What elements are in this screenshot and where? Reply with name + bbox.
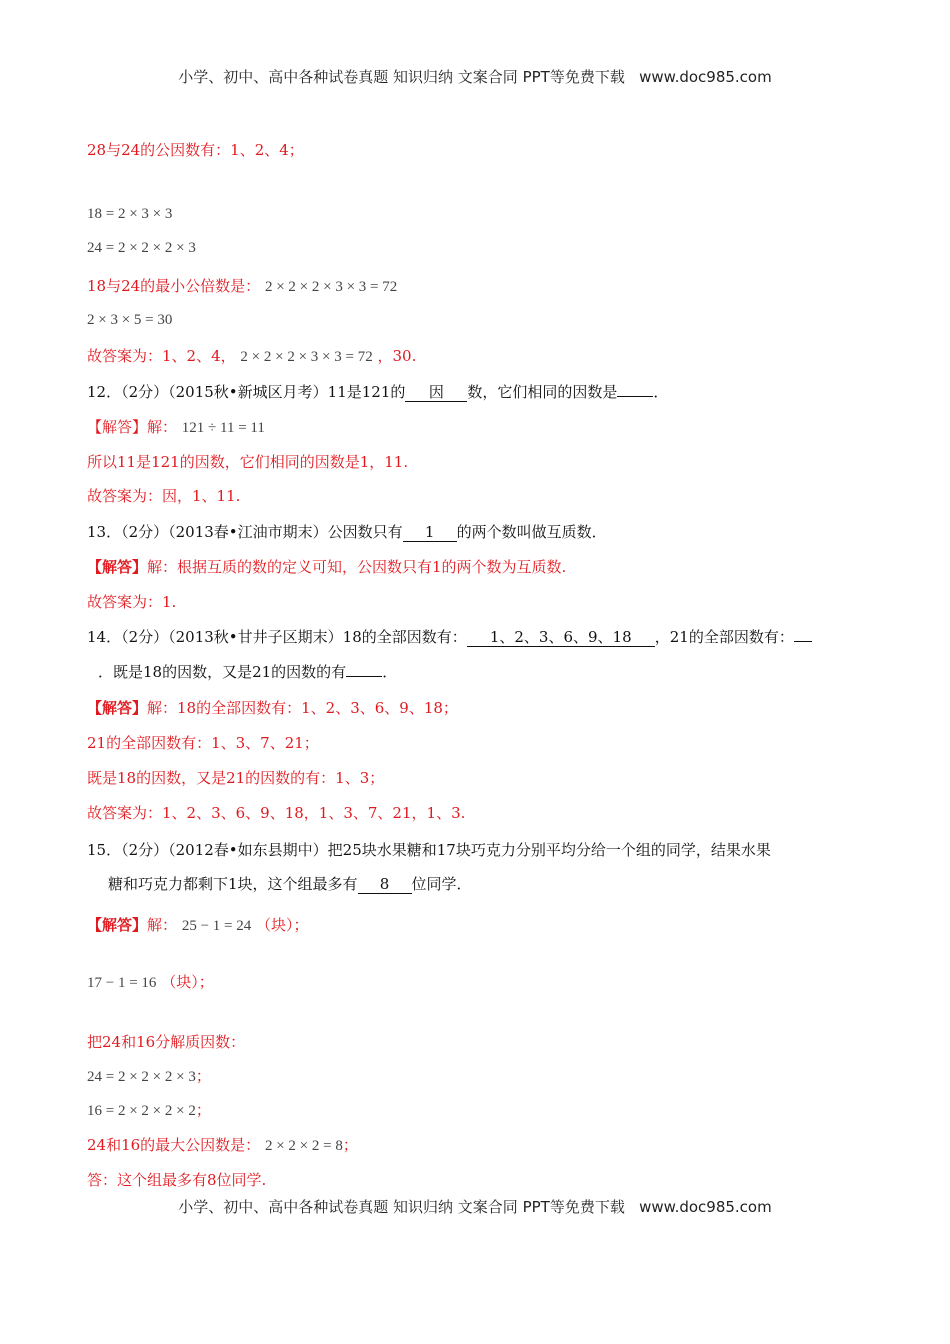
question-15-stem-line2 [108,874,472,894]
answer-suffix: ，30. [377,347,417,365]
question-15-stem-line1: 15．（2分）（2012春•如东县期中）把25块水果糖和17块巧克力分别平均分给一个组的同学，结果水果 [87,841,771,859]
stem-part: 的两个数叫做互质数． [456,523,607,541]
question-12-stem [87,382,668,402]
answer-prefix: 故答案为：1、2、4， [87,347,236,365]
solution-equation: 25 − 1 = 24 [181,918,252,934]
solution-label: 【解答】解： [87,418,178,436]
lcm-label: 18与24的最小公倍数是： [87,277,261,295]
stem-part: 位同学． [411,875,472,893]
solution-label: 【解答】 [87,699,148,717]
stem-part: ． [382,663,398,681]
solution-label: 【解答】 [87,916,148,934]
question-14-solution-3: 既是18的因数，又是21的因数的有：1、3； [87,769,385,787]
stem-part: ． [653,383,669,401]
question-14-solution-2: 21的全部因数有：1、3、7、21； [87,734,319,752]
header-site: www.doc985.com [639,68,772,86]
question-13-solution [87,557,566,577]
answer-blank: 因 [405,383,467,402]
stem-part: 13．（2分）（2013春•江油市期末）公因数只有 [87,523,403,541]
question-15-solution-2 [87,972,214,993]
solution-equation: 121 ÷ 11 = 11 [181,420,265,436]
equation-30: 2 × 3 × 5 = 30 [87,312,173,328]
footer-site: www.doc985.com [639,1198,772,1216]
solution-prefix: 解： [147,916,178,934]
stem-part: 糖和巧克力都剩下1块，这个组最多有 [108,875,358,893]
factor-label: 把24和16分解质因数： [87,1033,246,1051]
question-13-stem [87,522,607,542]
stem-part: 数，它们相同的因数是 [467,383,618,401]
answer-blank [794,641,812,642]
stem-part: 12．（2分）（2015秋•新城区月考）11是121的 [87,383,406,401]
gcd-line [87,1135,358,1156]
page-footer [0,1196,950,1217]
semicolon: ； [195,1101,211,1119]
semicolon: ； [195,1067,211,1085]
factor-24-line [87,1066,211,1087]
question-15-solution-1 [87,915,309,936]
unit-label: （块）； [256,916,309,934]
question-15-answer: 答：这个组最多有8位同学. [87,1171,267,1189]
semicolon: ； [342,1136,358,1154]
answer-blank: 1 [403,523,457,542]
lcm-line [87,276,397,297]
solution-equation: 17 − 1 = 16 [87,975,157,991]
lcm-equation: 2 × 2 × 2 × 3 × 3 = 72 [264,279,398,295]
solution-label: 【解答】 [87,558,148,576]
common-factors-line: 28与24的公因数有：1、2、4； [87,141,304,159]
factor-24-equation: 24 = 2 × 2 × 2 × 3 [87,1069,196,1085]
solution-text: 解：根据互质的数的定义可知，公因数只有1的两个数为互质数. [147,558,567,576]
question-14-answer: 故答案为：1、2、3、6、9、18，1、3、7、21，1、3. [87,804,466,822]
page-header [0,66,950,87]
solution-text: 解：18的全部因数有：1、2、3、6、9、18； [147,699,458,717]
stem-part: ．既是18的因数，又是21的因数的有 [98,663,347,681]
equation-24: 24 = 2 × 2 × 2 × 3 [87,240,196,256]
factor-16-equation: 16 = 2 × 2 × 2 × 2 [87,1103,196,1119]
stem-part: 14．（2分）（2013秋•甘井子区期末）18的全部因数有： [87,628,467,646]
question-12-answer: 故答案为：因，1、11. [87,487,241,505]
stem-part: ，21的全部因数有： [654,628,794,646]
answer-equation: 2 × 2 × 2 × 3 × 3 = 72 [240,349,373,365]
question-12-explanation: 所以11是121的因数，它们相同的因数是1，11. [87,453,409,471]
question-14-stem-line1 [87,627,812,647]
answer-blank: 8 [358,875,412,894]
answer-blank [346,676,382,677]
unit-label: （块）； [161,973,214,991]
question-12-solution [87,417,265,438]
gcd-equation: 2 × 2 × 2 = 8 [264,1138,343,1154]
question-14-solution-1 [87,698,458,718]
header-text: 小学、初中、高中各种试卷真题 知识归纳 文案合同 PPT等免费下载 [178,68,625,86]
gcd-label: 24和16的最大公因数是： [87,1136,261,1154]
answer-blank: 1、2、3、6、9、18 [467,628,655,647]
question-14-stem-line2 [98,662,397,682]
footer-text: 小学、初中、高中各种试卷真题 知识归纳 文案合同 PPT等免费下载 [178,1198,625,1216]
prev-answer-line [87,346,416,367]
factor-16-line [87,1100,211,1121]
equation-18: 18 = 2 × 3 × 3 [87,206,173,222]
answer-blank [617,396,653,397]
question-13-answer: 故答案为：1. [87,593,177,611]
